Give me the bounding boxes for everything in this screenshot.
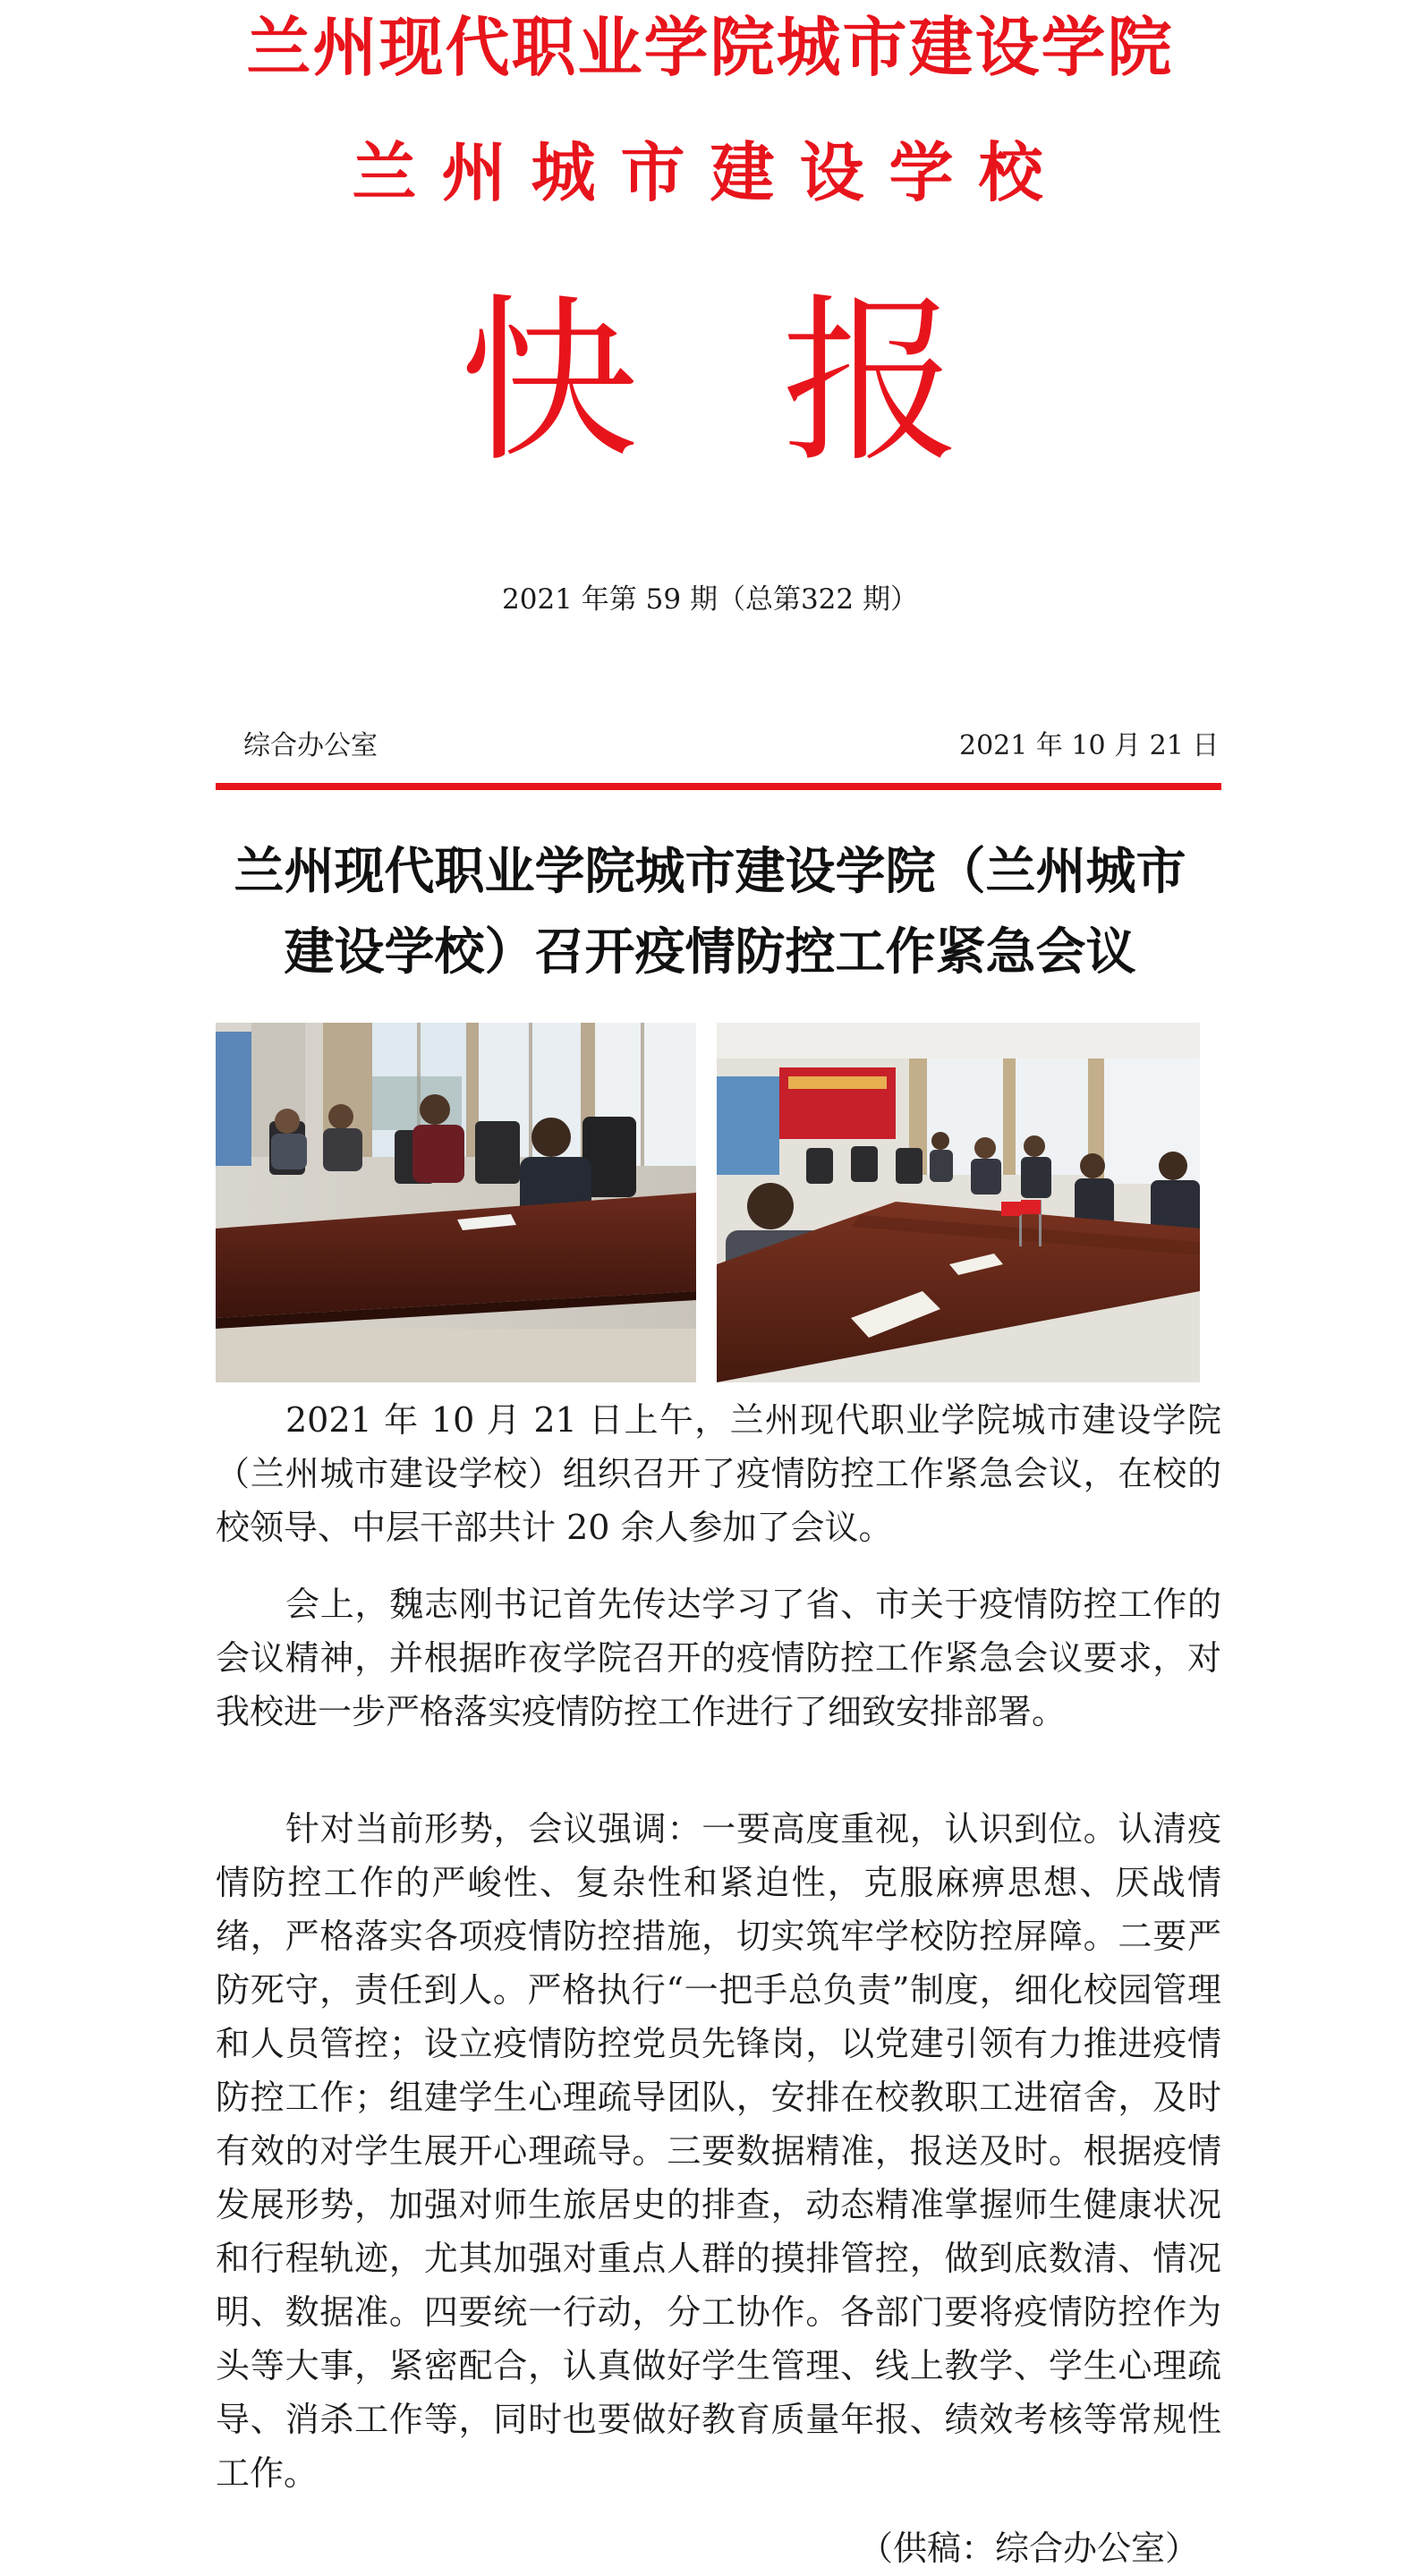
masthead-title (0, 278, 1420, 487)
masthead-school-name: 兰州现代职业学院城市建设学院 (246, 10, 1174, 85)
issue-label-di: 年第 (581, 583, 637, 616)
article-paragraph-2: 会上，魏志刚书记首先传达学习了省、市关于疫情防控工作的会议精神，并根据昨夜学院召开的疫情防控工作紧急会议要求，对我校进一步严格落实疫情防控工作进行了细致安排部署。 (216, 1585, 1221, 1731)
article-title-line-2: 建设学校）召开疫情防控工作紧急会议 (284, 923, 1136, 982)
issue-total: 322 (800, 583, 855, 616)
article-credit: （供稿：综合办公室） (859, 2529, 1200, 2568)
issue-year: 2021 (502, 583, 573, 616)
issue-label-close: 期） (862, 583, 918, 616)
article-paragraph-3: 针对当前形势，会议强调：一要高度重视，认识到位。认清疫情防控工作的严峻性、复杂性和紧迫性，克服麻痹思想、厌战情绪，严格落实各项疫情防控措施，切实筑牢学校防控屏障。二要严防死守，责任到人。严格执行“一把手总负责”制度，细化校园管理和人员管控；设立疫情防控党员先锋岗，以党建引领有力推进疫情防控工作；组建学生心理疏导团队，安排在校教职工进宿舍，及时有效的对学生展开心理疏导。三要数据精准，报送及时。根据疫情发展形势，加强对师生旅居史的排查，动态精准掌握师生健康状况和行程轨迹，尤其加强对重点人群的摸排管控，做到底数清、情况明、数据准。四要统一行动，分工协作。各部门要将疫情防控作为头等大事，紧密配合，认真做好学生管理、线上教学、学生心理疏导、消杀工作等，同时也要做好教育质量年报、绩效考核等常规性工作。 (216, 1809, 1221, 2493)
header-divider (216, 783, 1221, 790)
meeting-photo-1 (216, 1023, 696, 1382)
issuing-department: 综合办公室 (243, 730, 378, 761)
article-paragraph-1: 2021 年 10 月 21 日上午，兰州现代职业学院城市建设学院（兰州城市建设学校）组织召开了疫情防控工作紧急会议，在校的校领导、中层干部共计 20 余人参加了会议。 (216, 1400, 1221, 1547)
masthead-title-char-1: 快 (459, 278, 639, 487)
issue-line (0, 582, 1420, 617)
issue-number: 59 (645, 583, 682, 616)
issue-date: 2021 年 10 月 21 日 (959, 730, 1220, 761)
masthead-title-char-2: 报 (781, 278, 961, 487)
meeting-photo-2 (717, 1023, 1200, 1382)
article-title-line-1: 兰州现代职业学院城市建设学院（兰州城市 (234, 843, 1186, 901)
issue-label-qi: 期（总第 (689, 583, 801, 616)
masthead-school-name-secondary: 兰州城市建设学校 (352, 135, 1068, 210)
